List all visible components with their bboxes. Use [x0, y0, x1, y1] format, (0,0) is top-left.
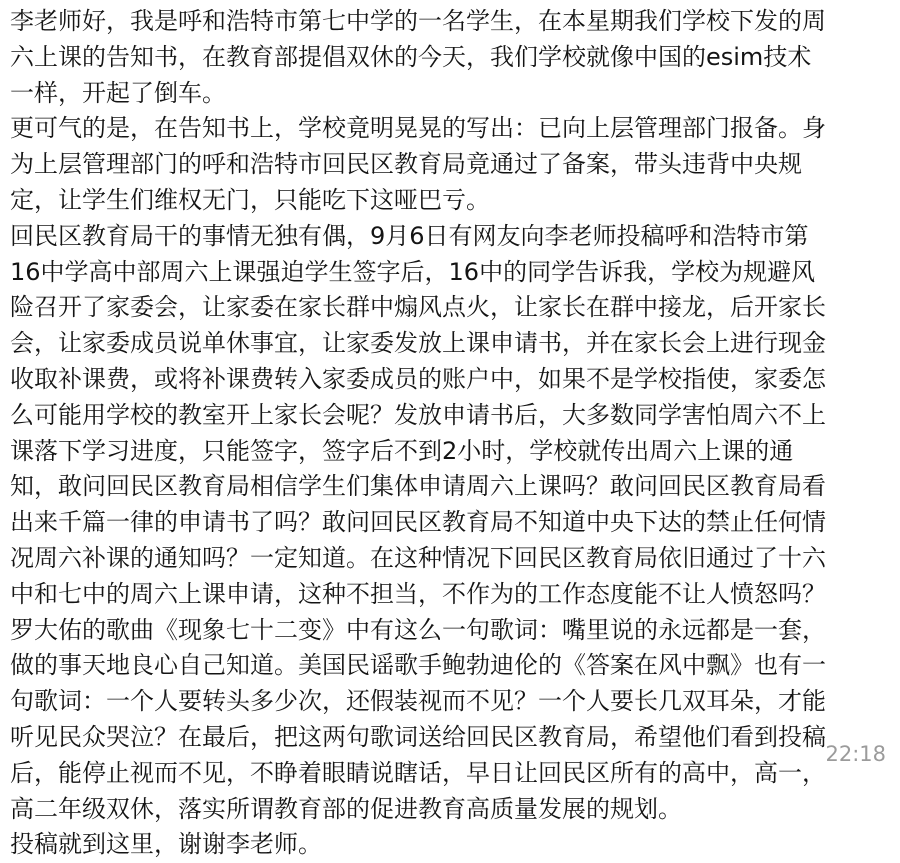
message-line: 会，让家委成员说单休事宜，让家委发放上课申请书，并在家长会上进行现金 [10, 329, 826, 358]
message-line: 况周六补课的通知吗？一定知道。在这种情况下回民区教育局依旧通过了十六 [10, 543, 826, 572]
message-line: 16中学高中部周六上课强迫学生签字后，16中的同学告诉我，学校为规避风 [10, 257, 816, 286]
message-line: 后，能停止视而不见，不睁着眼睛说瞎话，早日让回民区所有的高中，高一， [10, 758, 826, 787]
message-line: 收取补课费，或将补课费转入家委成员的账户中，如果不是学校指使，家委怎 [10, 364, 826, 393]
message-line: 出来千篇一律的申请书了吗？敢问回民区教育局不知道中央下达的禁止任何情 [10, 508, 826, 537]
message-body [10, 4, 890, 863]
message-line: 险召开了家委会，让家委在家长群中煽风点火，让家长在群中接龙，后开家长 [10, 293, 826, 322]
message-line: 定，让学生们维权无门，只能吃下这哑巴亏。 [10, 185, 490, 214]
message-line: 六上课的告知书，在教育部提倡双休的今天，我们学校就像中国的esim技术 [10, 42, 812, 71]
message-line: 知，敢问回民区教育局相信学生们集体申请周六上课吗？敢问回民区教育局看 [10, 472, 826, 501]
message-line: 听见民众哭泣？在最后，把这两句歌词送给回民区教育局，希望他们看到投稿 [10, 722, 826, 751]
message-line: 李老师好，我是呼和浩特市第七中学的一名学生，在本星期我们学校下发的周 [10, 7, 826, 35]
message-line: 为上层管理部门的呼和浩特市回民区教育局竟通过了备案，带头违背中央规 [10, 150, 802, 179]
message-line: 更可气的是，在告知书上，学校竟明晃晃的写出：已向上层管理部门报备。身 [10, 114, 826, 143]
message-line: 做的事天地良心自己知道。美国民谣歌手鲍勃迪伦的《答案在风中飘》也有一 [10, 651, 826, 680]
message-line: 罗大佑的歌曲《现象七十二变》中有这么一句歌词：嘴里说的永远都是一套， [10, 615, 826, 644]
message-line: 么可能用学校的教室开上家长会呢？发放申请书后，大多数同学害怕周六不上 [10, 400, 826, 429]
message-line: 投稿就到这里，谢谢李老师。 [10, 830, 322, 859]
message-line: 课落下学习进度，只能签字，签字后不到2小时，学校就传出周六上课的通 [10, 436, 794, 465]
message-line: 一样，开起了倒车。 [10, 78, 226, 107]
message-line: 高二年级双休，落实所谓教育部的促进教育高质量发展的规划。 [10, 794, 682, 823]
message-line: 中和七中的周六上课申请，这种不担当，不作为的工作态度能不让人愤怒吗？ [10, 579, 826, 608]
message-timestamp: 22:18 [825, 742, 886, 766]
message-line: 回民区教育局干的事情无独有偶，9月6日有网友向李老师投稿呼和浩特市第 [10, 221, 809, 250]
message-line: 句歌词：一个人要转头多少次，还假装视而不见？一个人要长几双耳朵，才能 [10, 687, 826, 716]
